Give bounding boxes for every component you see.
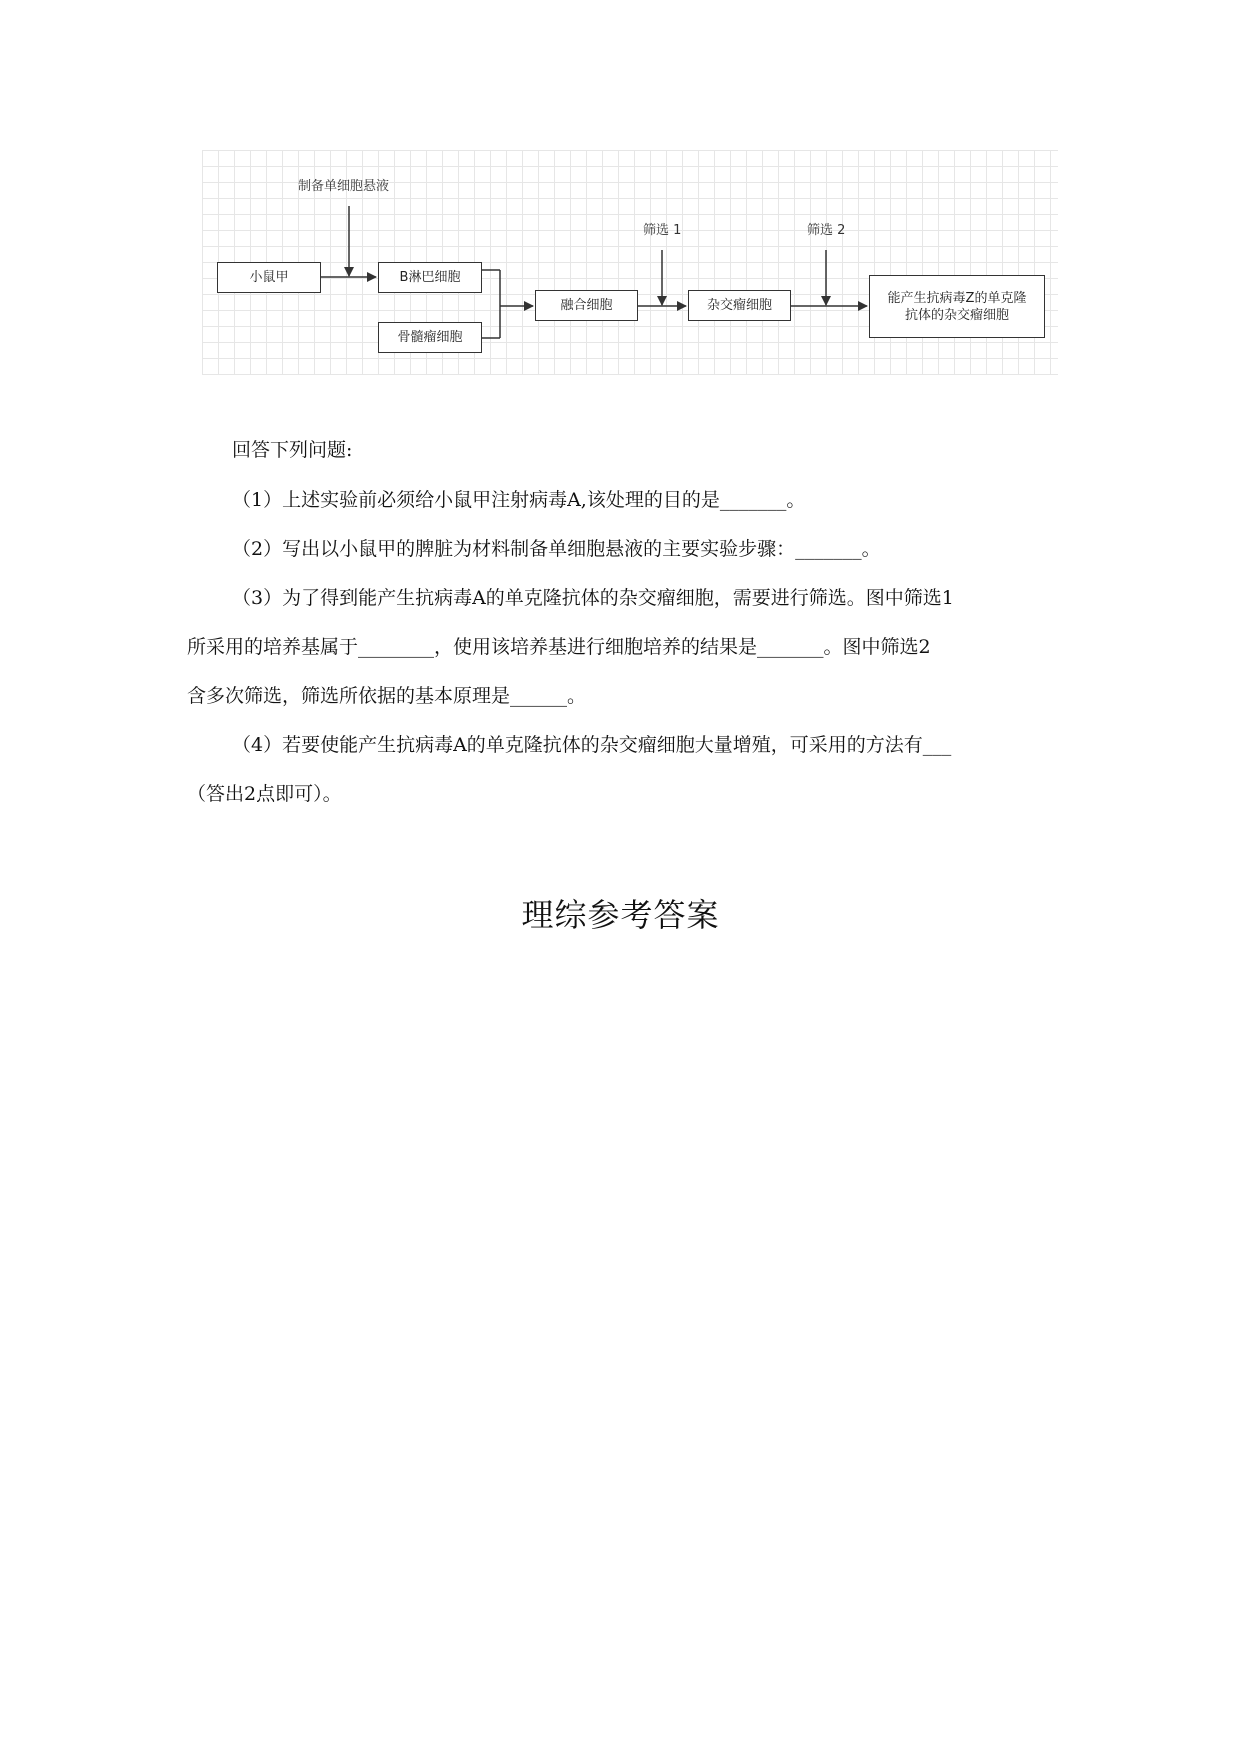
node-b-lymphocyte-label: B淋巴细胞 [399, 270, 461, 285]
node-b-lymphocyte [378, 262, 482, 293]
question-1: （1）上述实验前必须给小鼠甲注射病毒A,该处理的目的是_______。 [232, 489, 806, 511]
node-result-line2: 抗体的杂交瘤细胞 [904, 307, 1009, 323]
flow-diagram [202, 150, 1058, 375]
node-hybridoma-label: 杂交瘤细胞 [706, 298, 772, 313]
node-fused-cell [535, 290, 638, 321]
node-mouse-label: 小鼠甲 [249, 270, 289, 285]
answer-section-title: 理综参考答案 [521, 896, 720, 934]
node-fused-cell-label: 融合细胞 [560, 298, 613, 313]
question-3-line-1: （3）为了得到能产生抗病毒A的单克隆抗体的杂交瘤细胞，需要进行筛选。图中筛选1 [232, 587, 954, 609]
node-hybridoma [688, 290, 791, 321]
label-screen-2: 筛选 2 [807, 223, 846, 238]
node-result [869, 275, 1045, 338]
node-result-line1: 能产生抗病毒Z的单克隆 [887, 290, 1027, 306]
node-myeloma [378, 322, 482, 353]
question-2: （2）写出以小鼠甲的脾脏为材料制备单细胞悬液的主要实验步骤：_______。 [232, 538, 881, 560]
label-prepare-suspension: 制备单细胞悬液 [298, 179, 390, 194]
question-3-line-2: 所采用的培养基属于________，使用该培养基进行细胞培养的结果是_______。图中筛选2 [187, 636, 931, 658]
node-mouse [217, 262, 321, 293]
label-screen-1: 筛选 1 [643, 223, 682, 238]
node-myeloma-label: 骨髓瘤细胞 [397, 330, 463, 345]
question-3-line-3: 含多次筛选，筛选所依据的基本原理是______。 [187, 685, 587, 707]
question-4-line-1: （4）若要使能产生抗病毒A的单克隆抗体的杂交瘤细胞大量增殖，可采用的方法有___ [232, 734, 952, 756]
questions-intro: 回答下列问题: [232, 439, 353, 461]
question-4-line-2: （答出2点即可）。 [187, 783, 342, 805]
